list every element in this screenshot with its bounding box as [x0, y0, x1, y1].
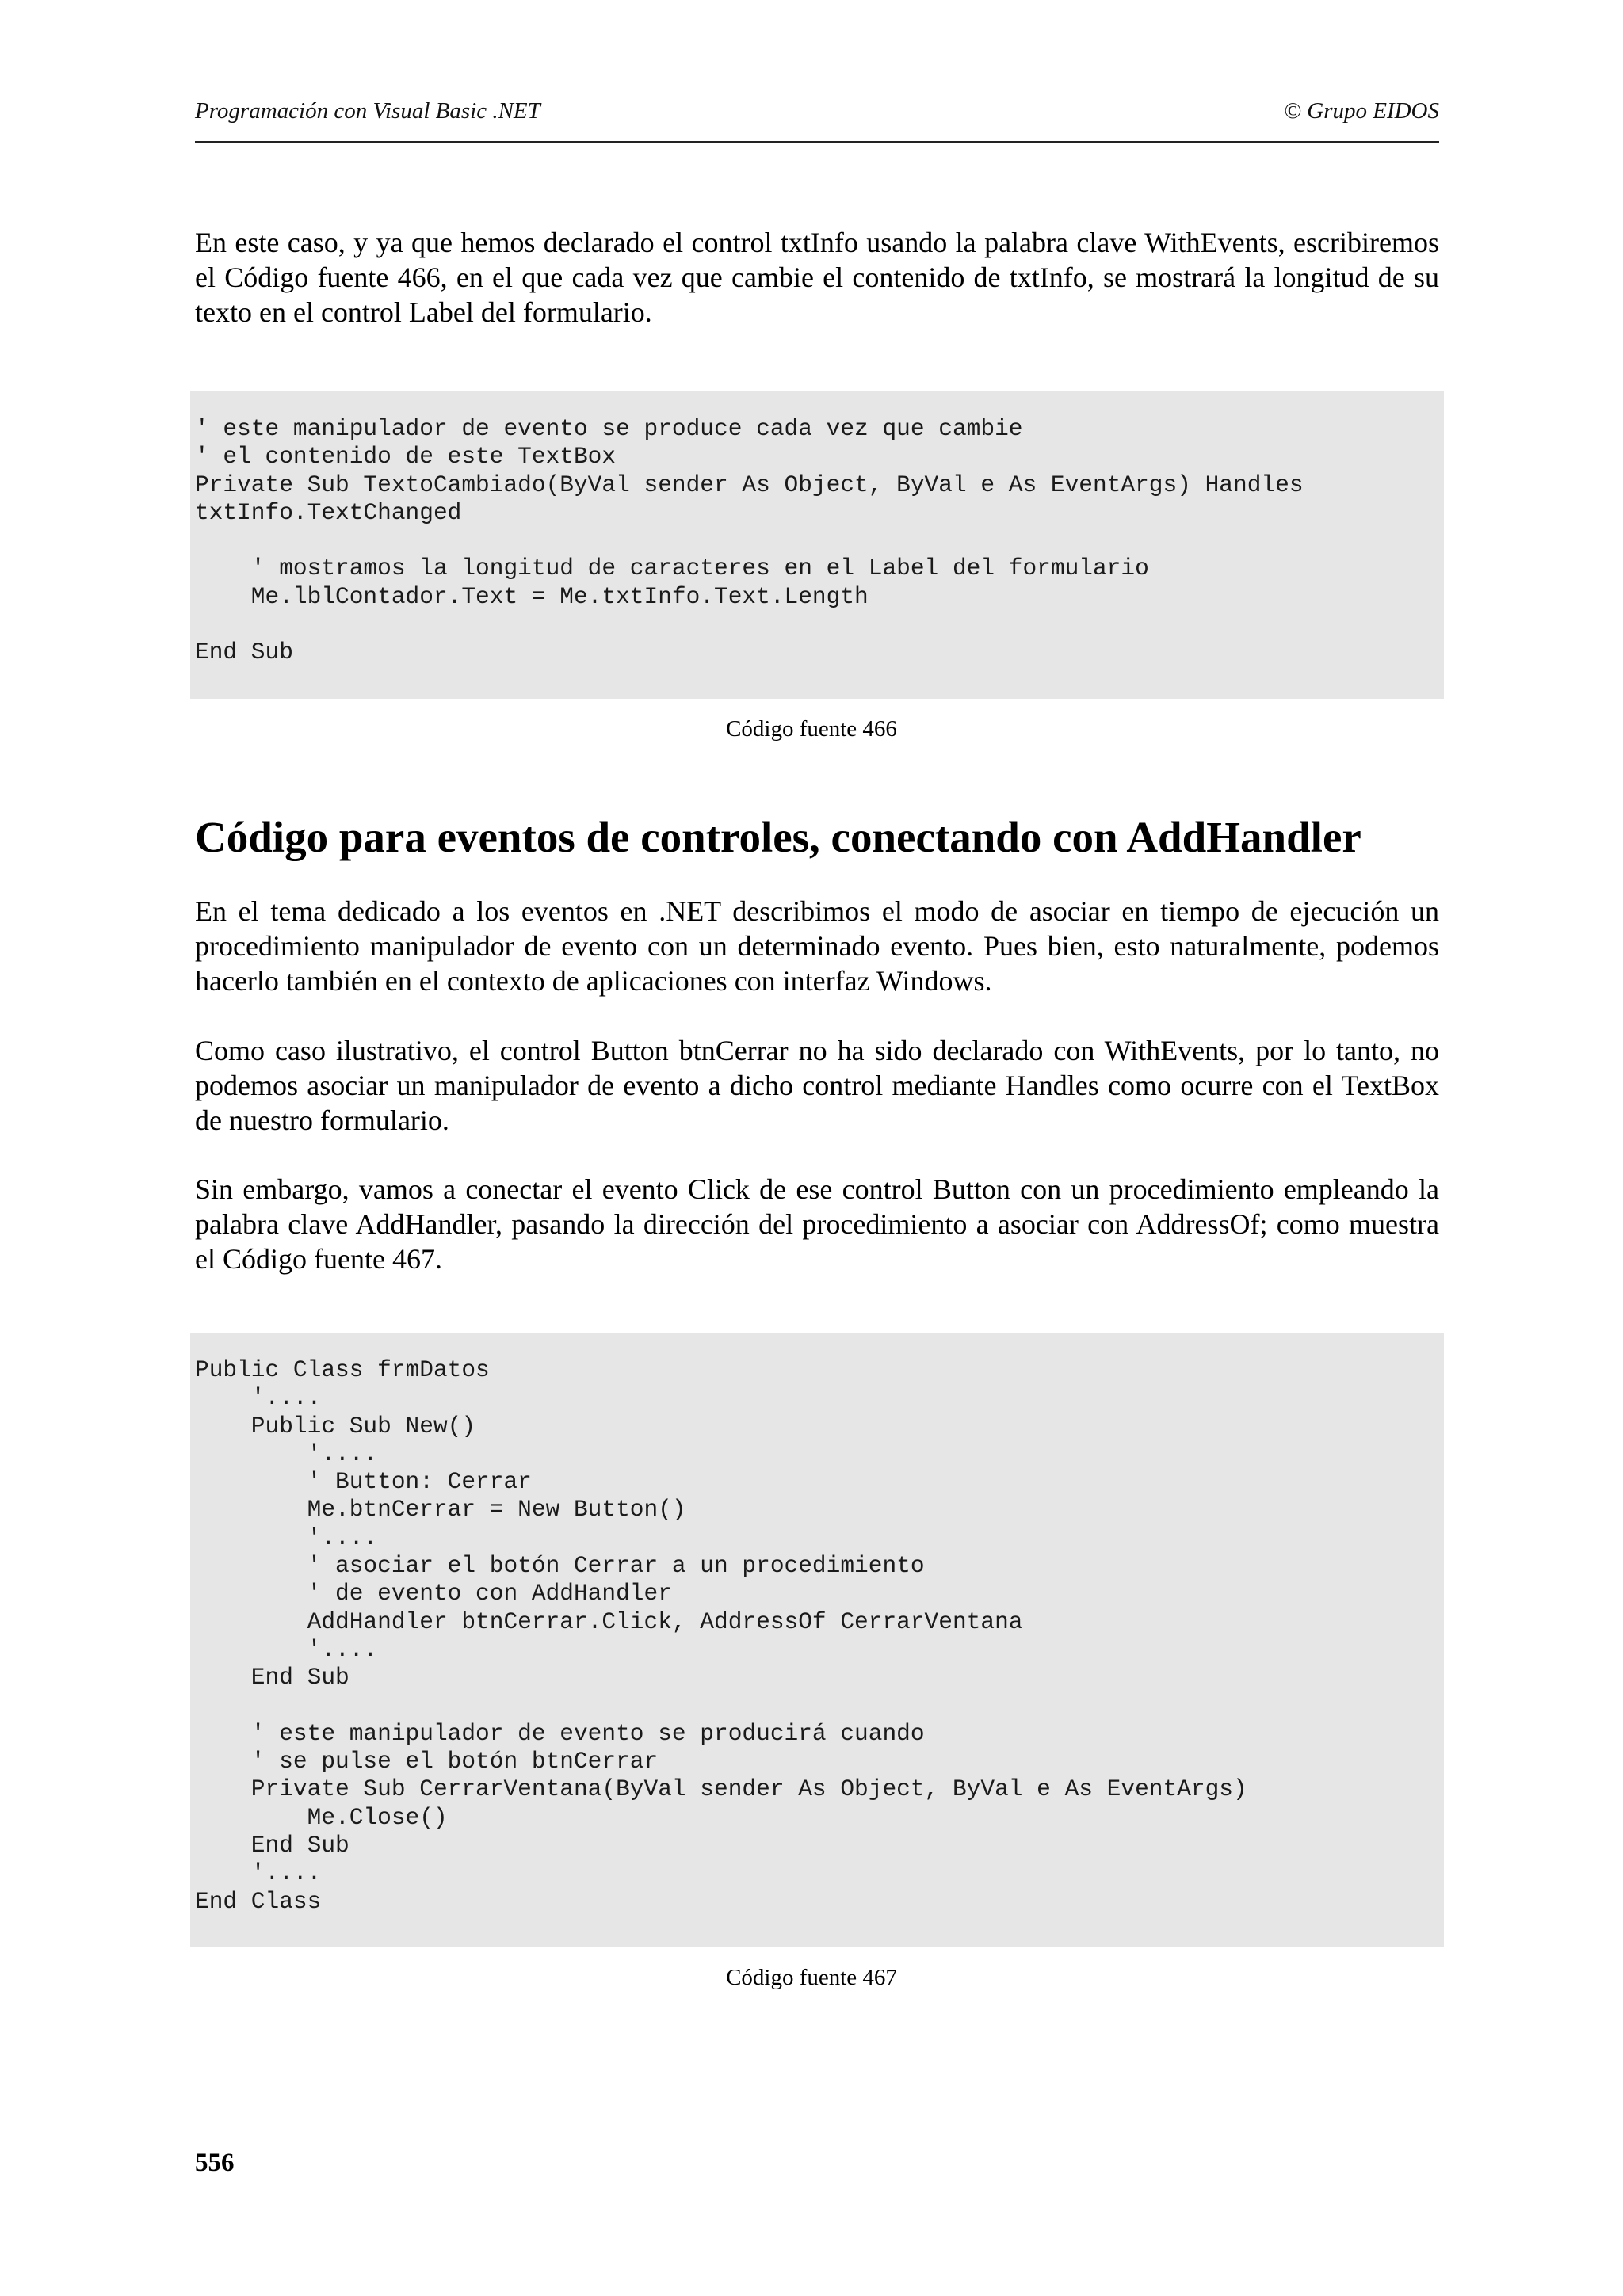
header-book-title: Programación con Visual Basic .NET [195, 98, 540, 124]
code-block-466: ' este manipulador de evento se produce cada vez que cambie ' el contenido de este TextBox Private Sub TextoCambiado(ByVal sender As Object, ByVal e As EventArgs) Handles txtInfo.TextChanged ' mostramos la longitud de caracteres en el Label del formulario Me.lblContador.Text = Me.txtInfo.Text.Length End Sub [190, 391, 1444, 699]
addhandler-intro-paragraph: En el tema dedicado a los eventos en .NET describimos el modo de asociar en tiempo de ejecución un procedimiento manipulador de evento con un determinado evento. Pues bien, esto naturalmente, podemos hacerlo también en el contexto de aplicaciones con interfaz Windows. [195, 895, 1439, 997]
code-caption-467: Código fuente 467 [726, 1965, 897, 1990]
section-heading: Código para eventos de controles, conectando con AddHandler [195, 813, 1361, 861]
btncerrar-paragraph: Como caso ilustrativo, el control Button btnCerrar no ha sido declarado con WithEvents, por lo tanto, no podemos asociar un manipulador de evento a dicho control mediante Handles como ocurre con el TextBox de nuestro formulario. [195, 1035, 1439, 1136]
code-caption-466: Código fuente 466 [726, 716, 897, 742]
running-header [195, 93, 1439, 143]
intro-paragraph: En este caso, y ya que hemos declarado el control txtInfo usando la palabra clave WithEvents, escribiremos el Código fuente 466, en el que cada vez que cambie el contenido de txtInfo, se mostrará la longitud de su texto en el control Label del formulario. [195, 227, 1439, 328]
code-block-467: Public Class frmDatos '.... Public Sub New() '.... ' Button: Cerrar Me.btnCerrar = New Button() '.... ' asociar el botón Cerrar a un procedimiento ' de evento con AddHandler AddHandler btnCerrar.Click, AddressOf CerrarVentana '.... End Sub ' este manipulador de evento se producirá cuando ' se pulse el botón btnCerrar Private Sub CerrarVentana(ByVal sender As Object, ByVal e As EventArgs) Me.Close() End Sub '.... End Class [190, 1333, 1444, 1947]
page-number: 556 [195, 2149, 235, 2177]
header-publisher: © Grupo EIDOS [1283, 98, 1439, 124]
addressof-paragraph: Sin embargo, vamos a conectar el evento Click de ese control Button con un procedimiento empleando la palabra clave AddHandler, pasando la dirección del procedimiento a asociar con AddressOf; como muestra el Código fuente 467. [195, 1173, 1439, 1275]
